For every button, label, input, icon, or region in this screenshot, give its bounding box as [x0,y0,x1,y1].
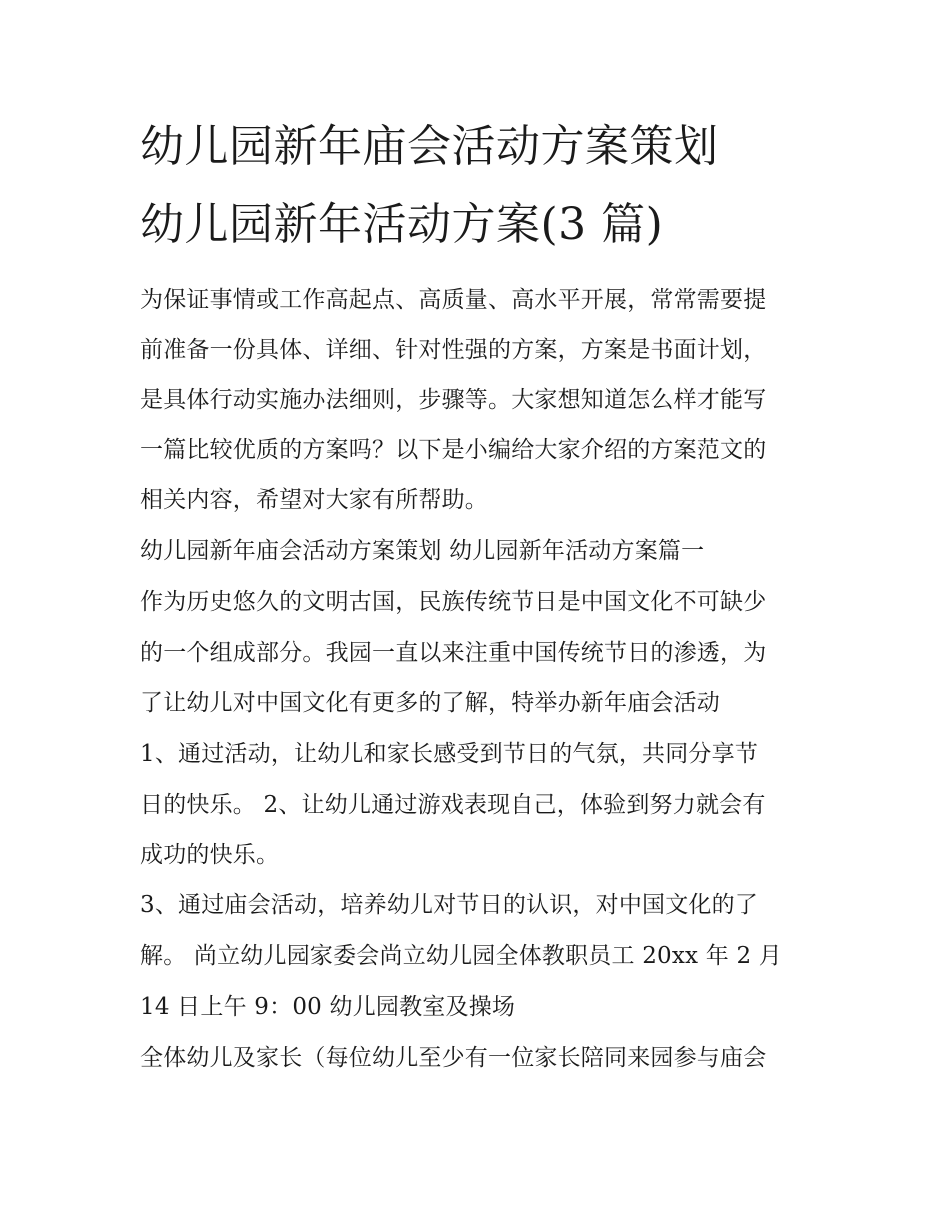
body-line: 是具体行动实施办法细则，步骤等。大家想知道怎么样才能写 [140,387,767,413]
body-line: 相关内容，希望对大家有所帮助。 [140,487,488,513]
body-line: 作为历史悠久的文明古国，民族传统节日是中国文化不可缺少 [140,589,767,615]
body-line: 的一个组成部分。我园一直以来注重中国传统节日的渗透，为 [140,640,767,666]
body-line: 一篇比较优质的方案吗？以下是小编给大家介绍的方案范文的 [140,437,767,463]
title-line-1: 幼儿园新年庙会活动方案策划 [140,121,719,172]
body-line: 解。 尚立幼儿园家委会尚立幼儿园全体教职员工 20xx 年 2 月 [140,943,782,969]
body-line: 全体幼儿及家长（每位幼儿至少有一位家长陪同来园参与庙会 [140,1045,767,1071]
body-line: 3、通过庙会活动，培养幼儿对节日的认识，对中国文化的了 [140,892,759,918]
body-line: 14 日上午 9：00 幼儿园教室及操场 [140,994,516,1020]
section-heading: 幼儿园新年庙会活动方案策划 幼儿园新年活动方案篇一 [140,538,705,564]
body-line: 前准备一份具体、详细、针对性强的方案，方案是书面计划， [140,337,767,363]
body-line: 了让幼儿对中国文化有更多的了解，特举办新年庙会活动 [140,690,720,716]
body-line: 1、通过活动，让幼儿和家长感受到节日的气氛，共同分享节 [140,741,759,767]
title-line-2: 幼儿园新年活动方案(3 篇) [140,199,664,250]
body-line: 为保证事情或工作高起点、高质量、高水平开展，常常需要提 [140,287,767,313]
body-line: 日的快乐。 2、让幼儿通过游戏表现自己，体验到努力就会有 [140,792,766,818]
body-line: 成功的快乐。 [140,842,280,868]
